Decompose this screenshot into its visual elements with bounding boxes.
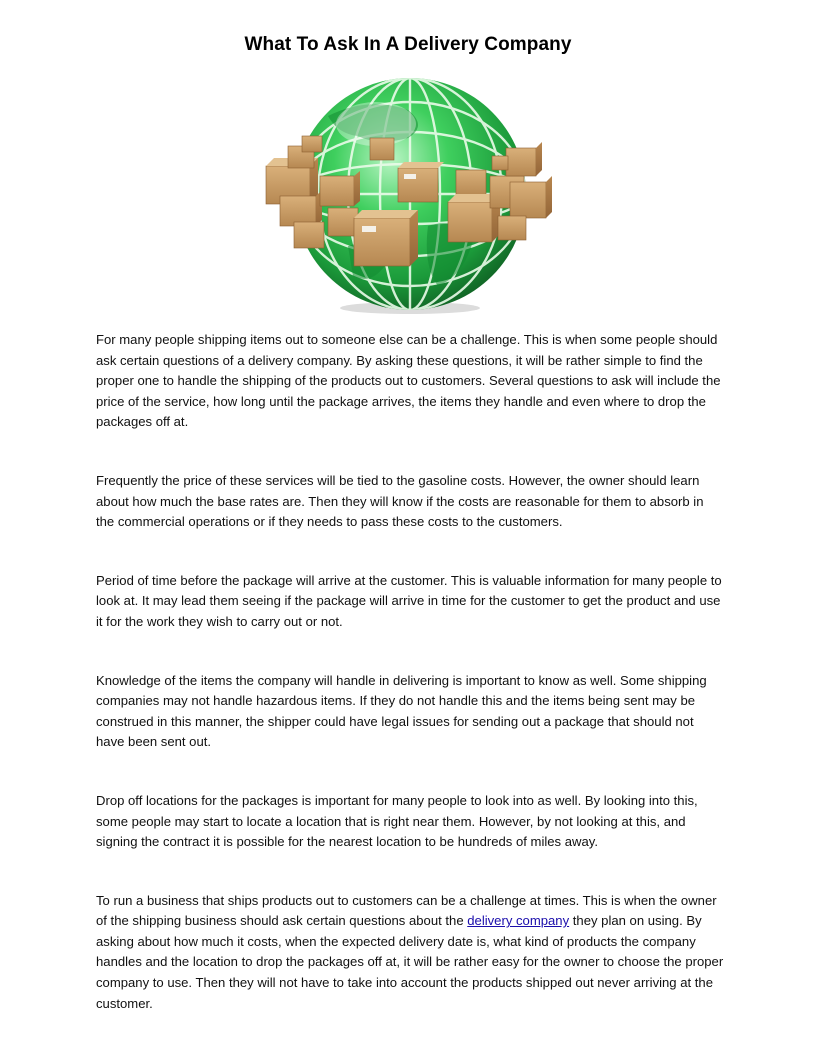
paragraph-5: Drop off locations for the packages is important for many people to look into as well. By looking into this, some people may start to locate a location that is right near them. However, by not looking at this, and signing the contract it is possible for the nearest location to be hundreds of miles away.	[96, 792, 698, 850]
paragraph-4: Knowledge of the items the company will handle in delivering is important to know as well. Some shipping companies may not handle hazardous items. If they do not handle this and the items being sent may be construed in this manner, the shipper could have legal issues for sending out a package that should not have been sent out.	[96, 672, 707, 750]
paragraph-1: For many people shipping items out to someone else can be a challenge. This is when some people should ask certain questions of a delivery company. By asking these questions, it will be rather simple to find the proper one to handle the shipping of the products out to customers. Several questions to ask will include the price of the service, how long until the package arrives, the items they handle and even where to drop the packages off at.	[96, 332, 721, 430]
globe-with-boxes-illustration	[258, 76, 558, 316]
paragraph-6	[96, 891, 724, 1015]
paragraph-6-after-link: they plan on using. By asking about how much it costs, when the expected delivery date is, what kind of products the company handles and the location to drop the packages off at, it will be rather easy for the owner to choose the proper company to use. Then they will not have to take into account the products shipped out never arriving at the customer.	[96, 913, 724, 1011]
paragraph-6-before-link: To run a business that ships products out to customers can be a challenge at times. This is when the owner of the shipping business should ask certain questions about the	[96, 892, 717, 929]
article-body	[96, 330, 724, 1052]
paragraph-2: Frequently the price of these services will be tied to the gasoline costs. However, the owner should learn about how much the base rates are. Then they will know if the costs are reasonable for them to absorb in the commercial operations or if they needs to pass these costs to the customers.	[96, 472, 704, 530]
page-title: What To Ask In A Delivery Company	[244, 34, 572, 55]
globe-boxes-image	[258, 76, 558, 316]
paragraph-3: Period of time before the package will arrive at the customer. This is valuable information for many people to look at. It may lead them seeing if the package will arrive in time for the customer to get the product and use it for the work they wish to carry out or not.	[96, 572, 722, 629]
delivery-company-link[interactable]: delivery company	[467, 913, 570, 929]
